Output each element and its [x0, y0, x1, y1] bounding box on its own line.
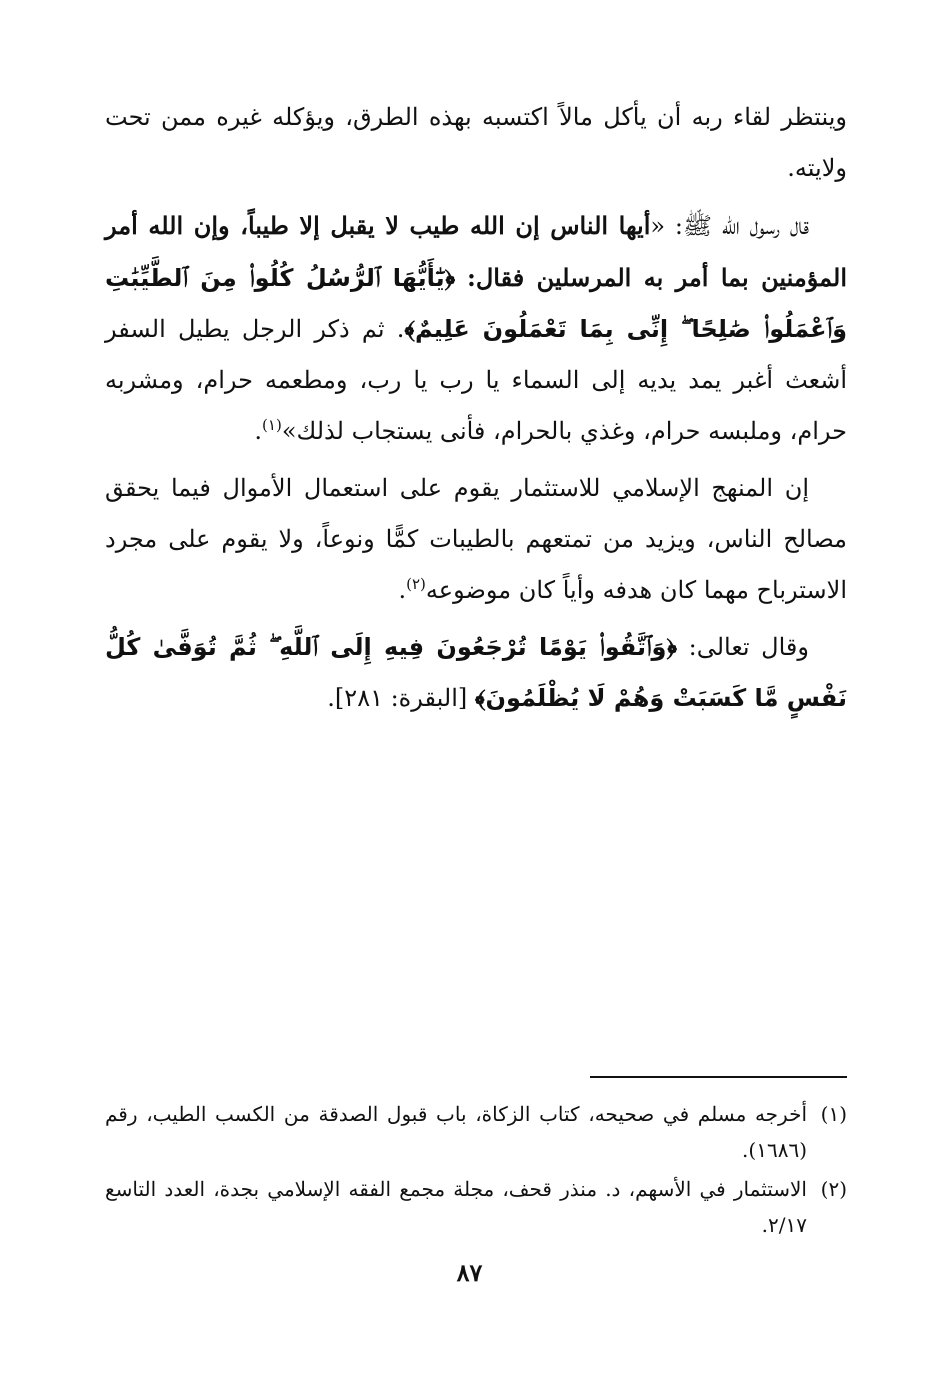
footnotes: [105, 1096, 847, 1246]
footnote-1: [105, 1096, 847, 1168]
body-text: [105, 92, 847, 730]
footnote-text: الاستثمار في الأسهم، د. منذر قحف، مجلة مجمع الفقه الإسلامي بجدة، العدد التاسع ٢/١٧.: [105, 1177, 807, 1237]
hadith-bold-text: أيها الناس إن الله طيب لا يقبل إلا طيباً، وإن الله أمر المؤمنين بما أمر به المرسلين فقال:: [105, 211, 848, 292]
hadith-intro: قال رسول الله ﷺ: «: [650, 212, 810, 240]
quran-verse-2: ﴿وَٱتَّقُوا۟ يَوْمًا تُرْجَعُونَ فِيهِ إِلَى ٱللَّهِ ۖ ثُمَّ تُوَفَّىٰ كُلُّ نَفْسٍ مَّا كَسَبَتْ وَهُمْ لَا يُظْلَمُونَ﴾: [105, 633, 847, 712]
paragraph-2-end: .: [254, 417, 263, 445]
hadith-rest: . ثم ذكر الرجل يطيل السفر أشعث أغبر يمد يديه إلى السماء يا رب يا رب، ومطعمه حرام، ومشربه حرام، وملبسه حرام، وغذي بالحرام، فأنى يستجاب لذلك»: [105, 315, 847, 445]
footnote-2: [105, 1171, 847, 1243]
footnote-separator: [590, 1076, 847, 1078]
paragraph-2: [105, 200, 847, 457]
footnote-text: أخرجه مسلم في صحيحه، كتاب الزكاة، باب قبول الصدقة من الكسب الطيب، رقم (١٦٨٦).: [105, 1102, 807, 1162]
paragraph-4: [105, 622, 847, 724]
page-number: ٨٧: [456, 1258, 483, 1287]
paragraph-1-text: وينتظر لقاء ربه أن يأكل مالاً اكتسبه بهذه الطرق، ويؤكله غيره ممن تحت ولايته.: [105, 103, 847, 182]
footnote-ref-2[interactable]: (٢): [406, 575, 426, 593]
paragraph-3-end: .: [398, 576, 407, 604]
paragraph-3: [105, 463, 847, 616]
paragraph-1: [105, 92, 847, 194]
footnote-number: (١): [820, 1102, 847, 1126]
footnote-ref-1[interactable]: (١): [262, 416, 282, 434]
quran-verse-1: ﴿يَٰٓأَيُّهَا ٱلرُّسُلُ كُلُوا۟ مِنَ ٱلطَّيِّبَٰتِ وَٱعْمَلُوا۟ صَٰلِحًا ۖ إِنِّى بِمَا تَعْمَلُونَ عَلِيمٌ﴾: [105, 264, 847, 343]
verse-reference: [البقرة: ٢٨١].: [327, 684, 475, 712]
verse-intro: وقال تعالى:: [677, 633, 809, 661]
paragraph-3-text: إن المنهج الإسلامي للاستثمار يقوم على استعمال الأموال فيما يحقق مصالح الناس، ويزيد من تمتعهم بالطيبات كمًّا ونوعاً، ولا يقوم على مجرد الاسترباح مهما كان هدفه وأياً كان موضوعه: [105, 474, 847, 604]
footnote-number: (٢): [820, 1177, 847, 1201]
